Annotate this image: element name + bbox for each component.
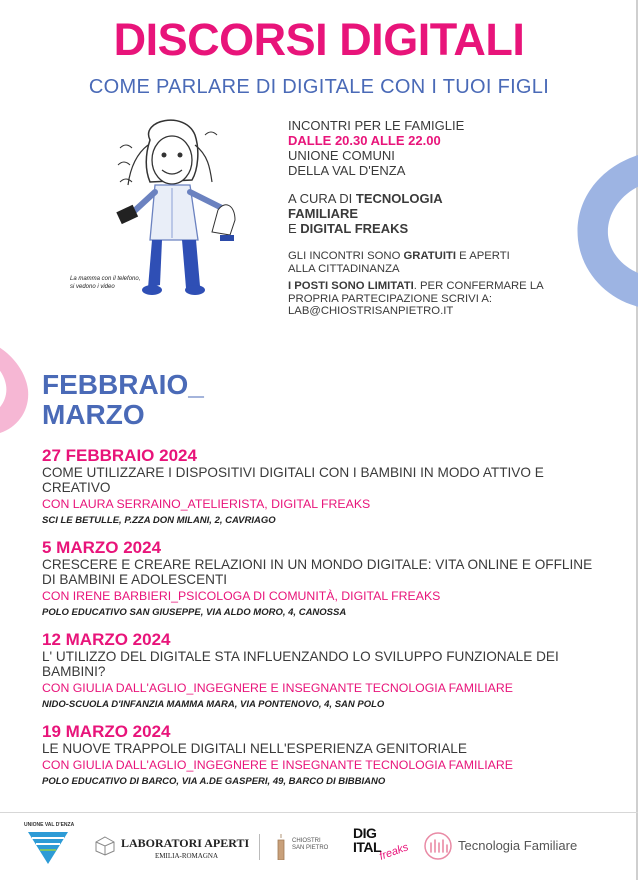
curated-tecnologia: TECNOLOGIA xyxy=(355,191,443,206)
limited-text-3: PROPRIA PARTECIPAZIONE SCRIVI A: xyxy=(288,292,493,305)
footer-divider xyxy=(0,812,638,813)
event-location: POLO EDUCATIVO DI BARCO, VIA A.DE GASPERI, 49, BARCO DI BIBBIANO xyxy=(42,776,386,787)
event-item xyxy=(42,446,602,528)
curated-by xyxy=(288,191,588,236)
curated-and: E xyxy=(288,221,301,236)
months-heading xyxy=(42,370,204,430)
event-title: CRESCERE E CREARE RELAZIONI IN UN MONDO DIGITALE: VITA ONLINE E OFFLINE DI BAMBINI E ADOLESCENTI xyxy=(42,557,593,587)
event-date: 12 MARZO 2024 xyxy=(42,630,171,649)
limited-text-1: I POSTI SONO LIMITATI xyxy=(288,280,414,292)
tecnologia-logo-text: Tecnologia Familiare xyxy=(458,838,578,853)
lab-logo-text: LABORATORI APERTI xyxy=(121,836,250,850)
event-speaker: CON GIULIA DALL'AGLIO_INGEGNERE E INSEGNANTE TECNOLOGIA FAMILIARE xyxy=(42,681,513,695)
months-line2: MARZO xyxy=(42,399,145,430)
event-title: L' UTILIZZO DEL DIGITALE STA INFLUENZANDO LO SVILUPPO FUNZIONALE DEI BAMBINI? xyxy=(42,649,559,679)
event-date: 5 MARZO 2024 xyxy=(42,538,162,557)
event-speaker: CON GIULIA DALL'AGLIO_INGEGNERE E INSEGNANTE TECNOLOGIA FAMILIARE xyxy=(42,758,513,772)
poster-subtitle: COME PARLARE DI DIGITALE CON I TUOI FIGLI xyxy=(88,76,550,98)
church-icon xyxy=(274,834,288,860)
event-date: 27 FEBBRAIO 2024 xyxy=(42,446,197,465)
info-time: DALLE 20.30 ALLE 22.00 xyxy=(288,133,441,148)
event-item xyxy=(42,538,602,620)
free-text-3: E APERTI xyxy=(456,250,510,262)
poster-title: DISCORSI DIGITALI xyxy=(113,14,525,65)
event-title: LE NUOVE TRAPPOLE DIGITALI NELL'ESPERIENZA GENITORIALE xyxy=(42,741,467,756)
digital-freaks-script: freaks xyxy=(377,841,411,863)
event-speaker: CON IRENE BARBIERI_PSICOLOGA DI COMUNITÀ, DIGITAL FREAKS xyxy=(42,589,441,603)
months-line1: FEBBRAIO_ xyxy=(42,369,204,400)
footer-logos xyxy=(0,818,638,878)
chiostri-text-2: SAN PIETRO xyxy=(292,845,329,851)
digital-text-2: ITAL xyxy=(353,839,382,855)
curated-digital-freaks: DIGITAL FREAKS xyxy=(300,221,409,236)
event-speaker: CON LAURA SERRAINO_ATELIERISTA, DIGITAL FREAKS xyxy=(42,497,371,511)
unione-val-denza-logo xyxy=(24,822,75,870)
lab-logo-subtext: EMILIA-ROMAGNA xyxy=(155,852,218,860)
free-text-1: GLI INCONTRI SONO xyxy=(288,250,404,262)
info-place-line1: UNIONE COMUNI xyxy=(288,148,395,163)
unione-logo-text: UNIONE VAL D'ENZA xyxy=(24,822,75,828)
family-icon xyxy=(424,832,452,860)
contact-email[interactable]: LAB@CHIOSTRISANPIETRO.IT xyxy=(288,305,454,317)
free-text-gratuiti: GRATUITI xyxy=(403,250,457,262)
event-date: 19 MARZO 2024 xyxy=(42,722,171,741)
info-line-families: INCONTRI PER LE FAMIGLIE xyxy=(288,118,465,133)
events-list xyxy=(42,446,602,799)
cube-icon xyxy=(95,836,115,856)
event-location: POLO EDUCATIVO SAN GIUSEPPE, VIA ALDO MORO, 4, CANOSSA xyxy=(42,607,347,618)
chiostri-text-1: CHIOSTRI xyxy=(292,838,321,844)
event-title: COME UTILIZZARE I DISPOSITIVI DIGITALI CON I BAMBINI IN MODO ATTIVO E CREATIVO xyxy=(42,465,544,495)
laboratori-aperti-logo xyxy=(95,834,250,868)
limited-notice xyxy=(288,280,588,318)
event-item xyxy=(42,722,602,789)
logo-separator xyxy=(259,834,260,860)
digital-text-1: DIG xyxy=(353,825,377,841)
event-info xyxy=(288,118,588,318)
event-location: NIDO-SCUOLA D'INFANZIA MAMMA MARA, VIA PONTENOVO, 4, SAN POLO xyxy=(42,699,385,710)
chiostri-san-pietro-logo xyxy=(274,832,329,864)
limited-text-2: . PER CONFERMARE LA xyxy=(413,280,544,292)
unione-mark-icon xyxy=(24,828,72,868)
event-item xyxy=(42,630,602,712)
digital-freaks-logo xyxy=(353,825,411,870)
curated-familiare: FAMILIARE xyxy=(288,206,359,221)
tecnologia-familiare-logo xyxy=(424,832,614,862)
drawing-caption: La mamma con il telefono, si vedono i video xyxy=(70,276,141,290)
free-text-4: ALLA CITTADINANZA xyxy=(288,263,400,275)
info-place-line2: DELLA VAL D'ENZA xyxy=(288,163,406,178)
curated-prefix: A CURA DI xyxy=(288,191,356,206)
event-location: SCI LE BETULLE, P.ZZA DON MILANI, 2, CAVRIAGO xyxy=(42,515,276,526)
free-notice xyxy=(288,250,588,276)
